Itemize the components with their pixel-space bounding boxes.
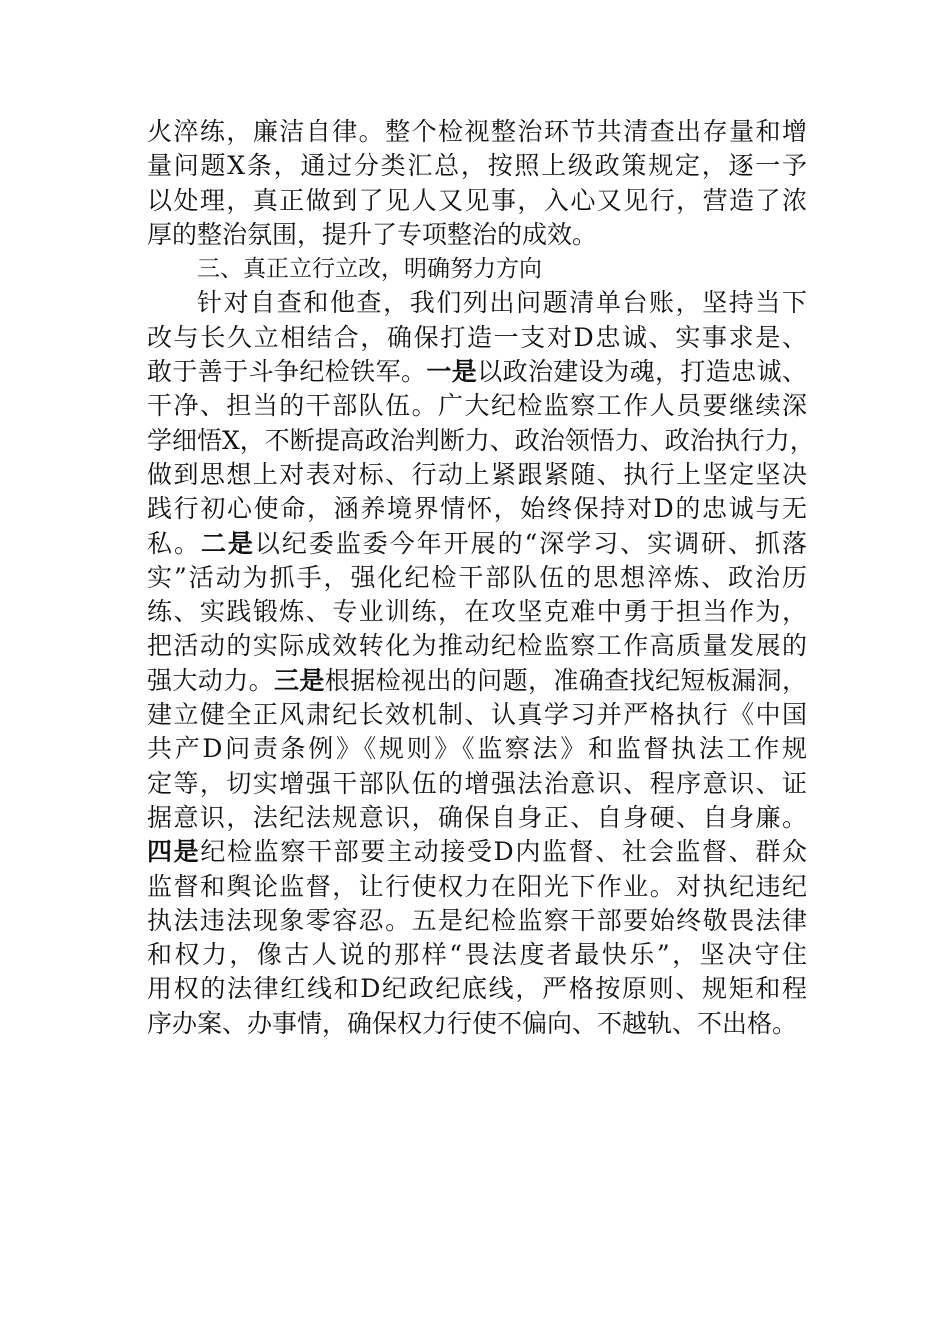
text-line: 量问题X条，通过分类汇总，按照上级政策规定，逐一予 (147, 151, 807, 181)
text-line: 学细悟X，不断提高政治判断力、政治领悟力、政治执行力， (147, 425, 815, 455)
text-line: 干净、担当的干部队伍。广大纪检监察工作人员要继续深 (147, 391, 807, 421)
text-line: 改与长久立相结合，确保打造一支对D忠诚、实事求是、 (147, 322, 807, 352)
text-line (147, 835, 807, 869)
paragraph-integrity-summary (147, 115, 807, 252)
text-line: 监督和舆论监督，让行使权力在阳光下作业。对执纪违纪 (147, 871, 807, 901)
section-heading: 三、真正立行立改，明确努力方向 (197, 256, 542, 283)
text-line (147, 664, 807, 698)
point-marker-three: 三是 (274, 665, 325, 695)
text-run: 以政治建设为魂，打造忠诚、 (477, 357, 807, 387)
text-line: 和权力，像古人说的那样“畏法度者最快乐”，坚决守住 (147, 940, 807, 970)
text-run: 纪检监察干部要主动接受D内监督、社会监督、群众 (200, 837, 807, 867)
text-line: 定等，切实增强干部队伍的增强法治意识、程序意识、证 (147, 768, 807, 798)
text-line: 火淬练，廉洁自律。整个检视整治环节共清查出存量和增 (147, 117, 807, 146)
text-line: 共产D问责条例》《规则》《监察法》和监督执法工作规 (147, 734, 807, 764)
text-line (147, 355, 807, 389)
point-marker-one: 一是 (426, 357, 478, 387)
text-line: 做到思想上对表对标、行动上紧跟紧随、执行上坚定坚决 (147, 459, 807, 489)
text-run: 强大动力。 (147, 665, 274, 695)
text-run: 私。 (147, 528, 201, 558)
text-line: 据意识，法纪法规意识，确保自身正、自身硬、自身廉。 (147, 802, 807, 832)
text-line: 练、实践锻炼、专业训练，在攻坚克难中勇于担当作为， (147, 597, 807, 627)
point-marker-four: 四是 (147, 837, 201, 867)
paragraph-rectification (147, 286, 815, 1041)
text-line: 把活动的实际成效转化为推动纪检监察工作高质量发展的 (147, 631, 807, 661)
text-line: 用权的法律红线和D纪政纪底线，严格按原则、规矩和程 (147, 974, 807, 1004)
text-run: 以纪委监委今年开展的“深学习、实调研、抓落 (254, 528, 807, 558)
text-line: 践行初心使命，涵养境界情怀，始终保持对D的忠诚与无 (147, 494, 807, 524)
text-line: 建立健全正风肃纪长效机制、认真学习并严格执行《中国 (147, 700, 807, 730)
text-line: 以处理，真正做到了见人又见事，入心又见行，营造了浓 (147, 185, 807, 215)
text-line: 实”活动为抓手，强化纪检干部队伍的思想淬炼、政治历 (147, 562, 807, 592)
text-line: 执法违法现象零容忍。五是纪检监察干部要始终敬畏法律 (147, 905, 807, 935)
text-line: 厚的整治氛围，提升了专项整治的成效。 (147, 219, 598, 249)
text-line: 针对自查和他查，我们列出问题清单台账，坚持当下 (197, 288, 807, 318)
text-run: 根据检视出的问题，准确查找纪短板漏洞， (324, 665, 807, 695)
text-line: 序办案、办事情，确保权力行使不偏向、不越轨、不出格。 (147, 1008, 798, 1038)
point-marker-two: 二是 (200, 528, 255, 558)
text-run: 敢于善于斗争纪检铁军。 (147, 357, 427, 387)
text-line (147, 527, 807, 561)
document-body (147, 115, 815, 1041)
